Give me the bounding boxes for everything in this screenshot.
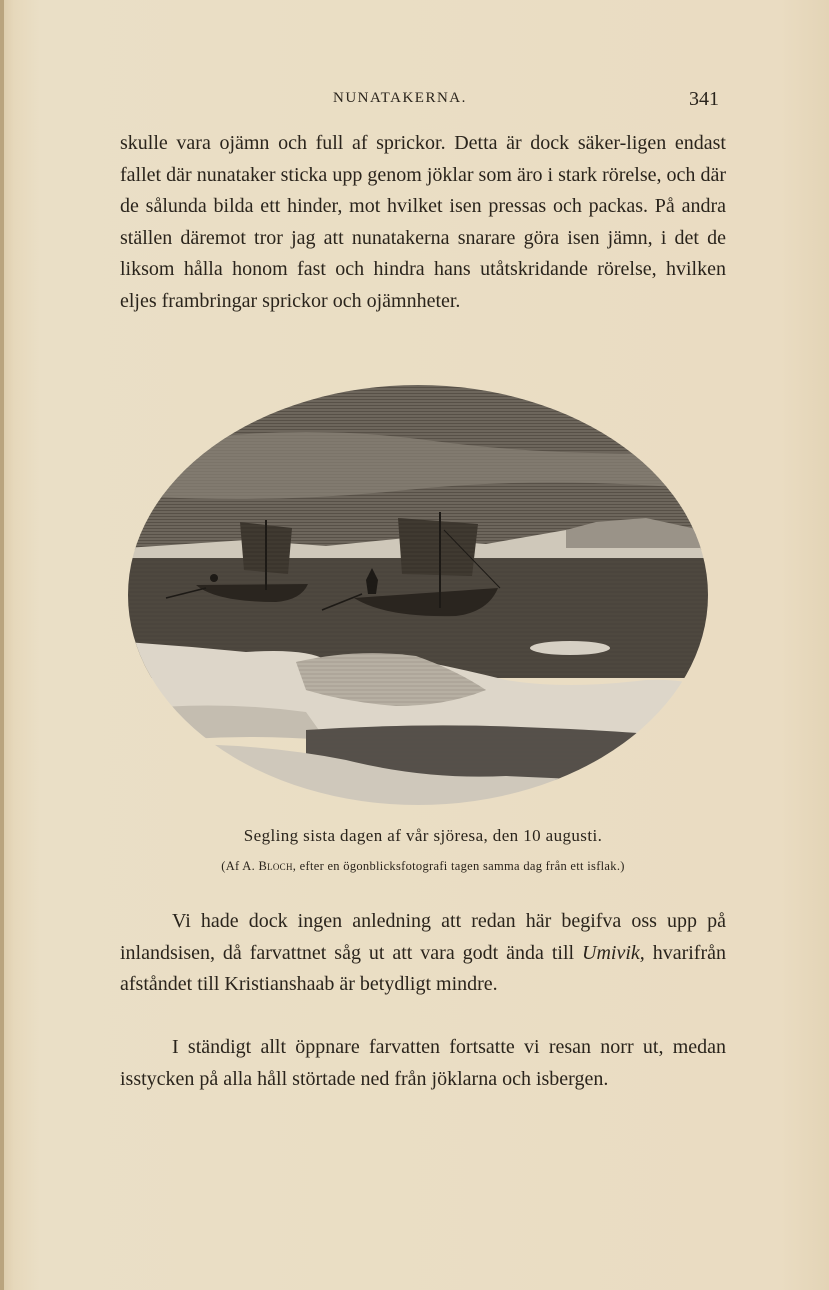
figure-credit-suffix: , efter en ögonblicksfotografi tagen samma dag från ett isflak.) — [292, 859, 625, 873]
figure-credit — [120, 859, 726, 874]
figure-credit-name: Bloch — [258, 859, 293, 873]
page-number: 341 — [689, 88, 719, 110]
page-header — [120, 88, 725, 114]
paragraph-2-end: hvarifrån afståndet till Kristianshaab är betydligt mindre. — [120, 941, 726, 995]
running-title: NUNATAKERNA. — [333, 90, 467, 106]
paragraph-1: skulle vara ojämn och full af sprickor. Detta är dock säker-ligen endast fallet där nunataker sticka upp genom jöklar som äro i stark rörelse, och där de sålunda bilda ett hinder, mot hvilket isen pressas och packas. På andra ställen däremot tror jag att nunatakerna snarare göra isen jämn, i det de liksom hålla honom fast och hindra hans utåtskridande rörelse, hvilken eljes frambringar sprickor och ojämnheter. — [120, 132, 726, 312]
place-name-umivik: Umivik, — [582, 941, 645, 964]
sailing-illustration — [126, 380, 710, 810]
page-spine-edge — [0, 0, 4, 1290]
figure-caption: Segling sista dagen af vår sjöresa, den 10 augusti. — [243, 826, 603, 845]
paragraph-3: I ständigt allt öppnare farvatten fortsatte vi resan norr ut, medan isstycken på alla håll störtade ned från jöklarna och isbergen. — [120, 1036, 726, 1090]
figure-credit-prefix: (Af A. — [221, 859, 259, 873]
paragraph-2-start: Vi hade dock ingen anledning att redan här begifva oss upp på inlandsisen, då farvattnet såg ut att vara godt ända till — [120, 910, 726, 964]
paragraph-2 — [120, 906, 726, 1001]
